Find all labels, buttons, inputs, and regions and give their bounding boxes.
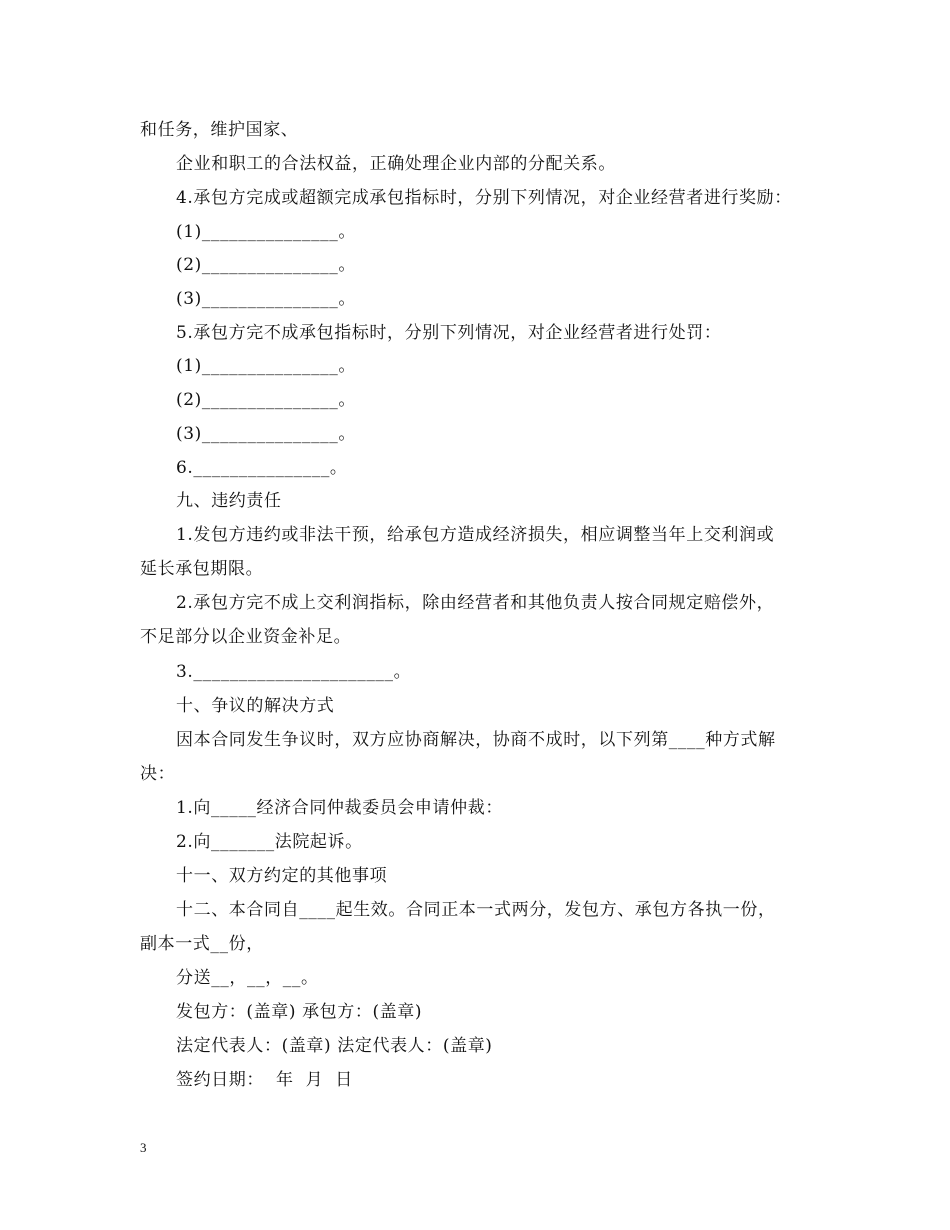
blank-item: (2)_______________。 xyxy=(176,255,356,275)
numbered-clause: 1.发包方违约或非法干预，给承包方造成经济损失，相应调整当年上交利润或 xyxy=(176,525,775,545)
signature-line: 法定代表人：(盖章) 法定代表人：(盖章) xyxy=(176,1036,493,1056)
paragraph-line: 因本合同发生争议时，双方应协商解决，协商不成时，以下列第____种方式解 xyxy=(176,730,776,750)
section-heading: 十、争议的解决方式 xyxy=(176,696,335,716)
text-line: 延长承包期限。 xyxy=(140,559,264,579)
signing-date-line: 签约日期： 年 月 日 xyxy=(176,1070,353,1090)
signature-line: 发包方：(盖章) 承包方：(盖章) xyxy=(176,1002,423,1022)
blank-item: 6._______________。 xyxy=(176,458,348,478)
blank-item: (3)_______________。 xyxy=(176,424,356,444)
numbered-clause: 4.承包方完成或超额完成承包指标时，分别下列情况，对企业经营者进行奖励： xyxy=(176,188,792,208)
page-number: 3 xyxy=(140,1140,147,1155)
blank-item: (2)_______________。 xyxy=(176,390,356,410)
text-line: 企业和职工的合法权益，正确处理企业内部的分配关系。 xyxy=(176,154,616,174)
numbered-clause: 1.向_____经济合同仲裁委员会申请仲裁： xyxy=(176,798,503,818)
section-heading: 十一、双方约定的其他事项 xyxy=(176,866,388,886)
numbered-clause: 2.向_______法院起诉。 xyxy=(176,832,363,852)
text-line: 分送__，__，__。 xyxy=(176,968,319,988)
text-line: 副本一式__份， xyxy=(140,934,264,954)
numbered-clause: 5.承包方完不成承包指标时，分别下列情况，对企业经营者进行处罚： xyxy=(176,323,722,343)
blank-item: (3)_______________。 xyxy=(176,289,356,309)
blank-item: (1)_______________。 xyxy=(176,356,356,376)
blank-item: (1)_______________。 xyxy=(176,222,356,242)
section-heading: 十二、本合同自____起生效。合同正本一式两分，发包方、承包方各执一份， xyxy=(176,900,776,920)
numbered-clause: 2.承包方完不成上交利润指标，除由经营者和其他负责人按合同规定赔偿外， xyxy=(176,593,775,613)
text-line: 决： xyxy=(140,764,176,784)
text-line: 不足部分以企业资金补足。 xyxy=(140,627,352,647)
section-heading: 九、违约责任 xyxy=(176,491,282,511)
blank-item: 3.______________________。 xyxy=(176,662,412,682)
text-line: 和任务，维护国家、 xyxy=(140,120,299,140)
